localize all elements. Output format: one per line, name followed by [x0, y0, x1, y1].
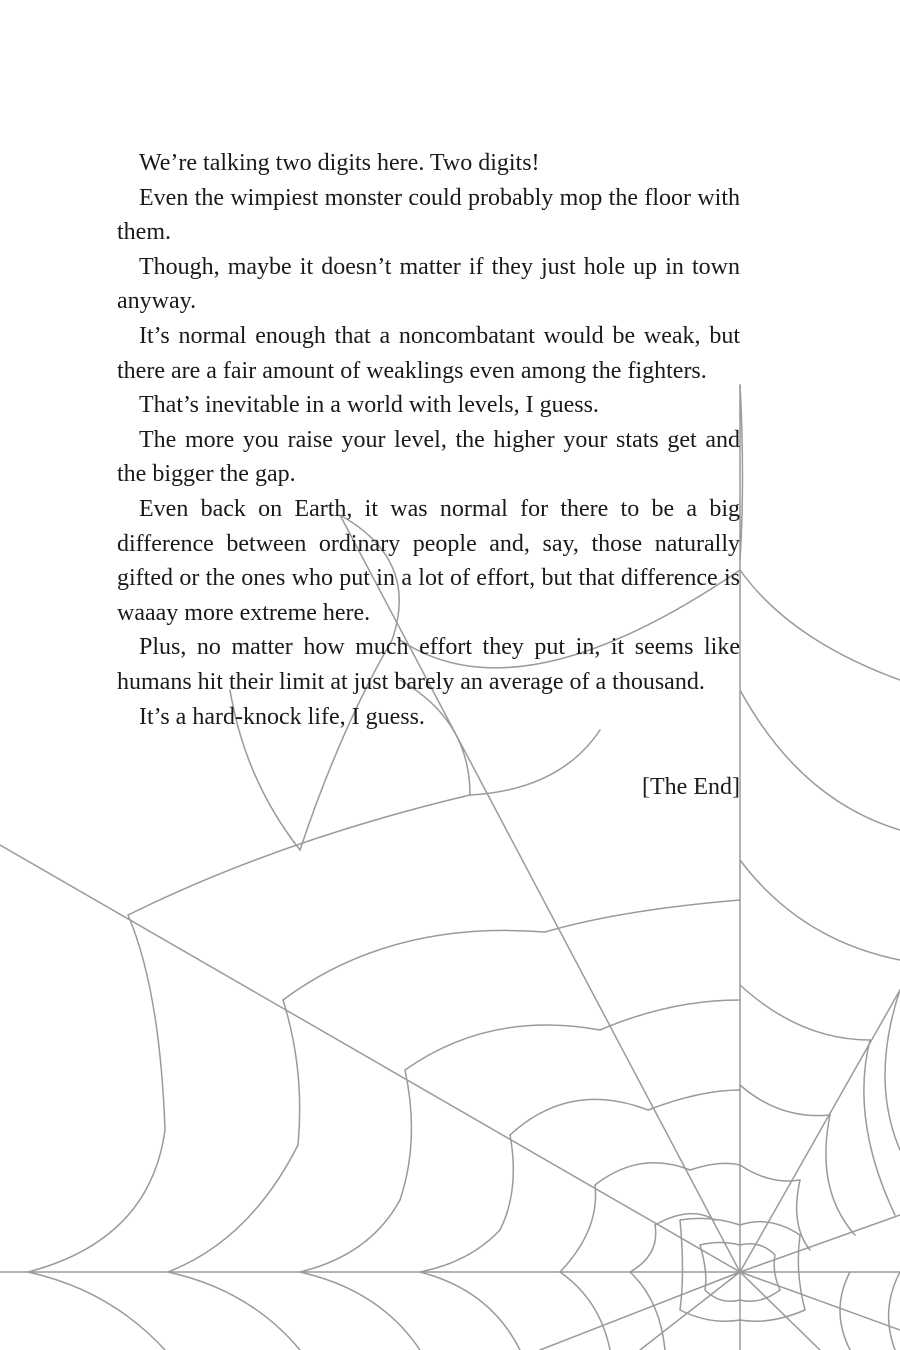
paragraph: Though, maybe it doesn’t matter if they just hole up in town anyway.: [117, 253, 740, 315]
end-marker: [The End]: [642, 774, 740, 800]
paragraph: The more you raise your level, the higher your stats get and the bigger the gap.: [117, 426, 740, 488]
paragraph: Plus, no matter how much effort they put in, it seems like humans hit their limit at just barely an average of a thousand.: [117, 634, 740, 695]
paragraph: It’s a hard-knock life, I guess.: [139, 703, 425, 730]
paragraph: That’s inevitable in a world with levels, I guess.: [139, 392, 599, 419]
body-text: [117, 146, 740, 734]
paragraph: Even the wimpiest monster could probably mop the floor with them.: [117, 184, 740, 246]
paragraph: We’re talking two digits here. Two digits!: [139, 150, 540, 176]
paragraph: Even back on Earth, it was normal for there to be a big difference between ordinary people and, say, those naturally gifted or the ones who put in a lot of effort, but that difference is waaay more extreme here.: [117, 495, 740, 626]
paragraph: It’s normal enough that a noncombatant would be weak, but there are a fair amount of weaklings even among the fighters.: [117, 322, 740, 384]
